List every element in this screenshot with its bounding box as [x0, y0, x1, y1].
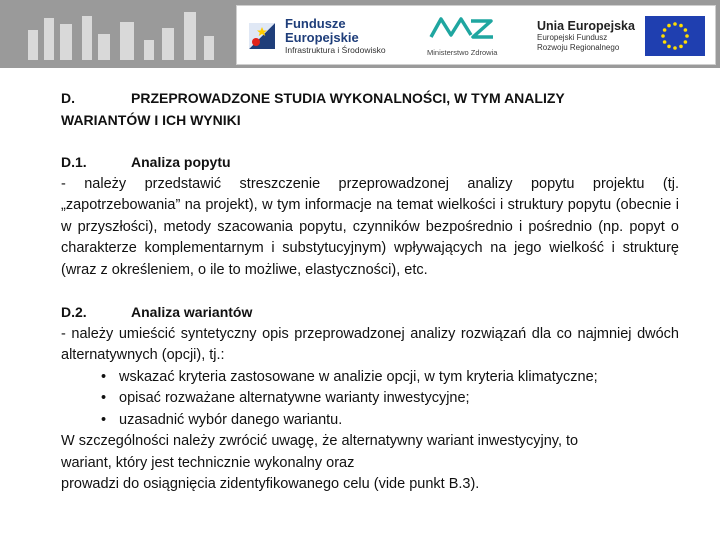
section-d-title-line1: PRZEPROWADZONE STUDIA WYKONALNOŚCI, W TYM ANALIZY [131, 90, 565, 106]
section-d-heading [61, 88, 679, 131]
section-d1-heading [61, 152, 679, 174]
decorative-block [162, 28, 174, 60]
eu-flag-icon [645, 16, 705, 56]
section-d2-bullet-list [61, 367, 679, 432]
list-item [61, 388, 679, 410]
decorative-block [82, 16, 92, 60]
list-item [61, 410, 679, 432]
document-body [61, 88, 679, 496]
section-d2-outro-line3: prowadzi do osiągnięcia zidentyfikowanego celu (vide punkt B.3). [61, 476, 480, 492]
section-d2-outro-line1: W szczególności należy zwrócić uwagę, że alternatywny wariant inwestycyjny, to [61, 433, 579, 449]
section-d1-number: D.1. [61, 154, 87, 170]
bullet-text: uzasadnić wybór danego wariantu. [119, 411, 343, 428]
section-d2-number: D.2. [61, 304, 87, 320]
bullet-icon: • [101, 368, 107, 385]
header-band [0, 0, 720, 68]
list-item [61, 367, 679, 389]
mz-caption: Ministerstwo Zdrowia [427, 48, 498, 57]
logo-strip [236, 5, 716, 65]
section-d1-title: Analiza popytu [131, 154, 231, 170]
decorative-block [144, 40, 154, 60]
decorative-block [44, 18, 54, 60]
section-d1-text: - należy przedstawić streszczenie przeprowadzonej analizy popytu projektu (tj. „zapotrzebowania” na projekt), w tym informacje na temat wielkości i struktury popytu (obecnie i w przyszłości), metody szacowania popytu, czynników bezpośrednio i pośrednio (np. popyt o charakterze komplementarnym i substytucyjnym) wpływających na jego wielkość i strukturę (wraz z określeniem, o ile to możliwe, elastyczności), etc. [61, 175, 679, 278]
decorative-block [60, 24, 72, 60]
ue-logo [537, 14, 705, 58]
bullet-text: wskazać kryteria zastosowane w analizie opcji, w tym kryteria klimatyczne; [119, 368, 598, 385]
section-d2-heading [61, 302, 679, 324]
fe-line1: Fundusze [285, 15, 346, 31]
section-d2-outro-line2: wariant, który jest technicznie wykonalny oraz [61, 454, 355, 471]
decorative-block [28, 30, 38, 60]
fe-logo [245, 14, 386, 58]
bullet-icon: • [101, 411, 107, 428]
decorative-block [204, 36, 214, 60]
decorative-block [184, 12, 196, 60]
section-d2-intro: - należy umieścić syntetyczny opis przeprowadzonej analizy rozwiązań dla co najmniej dwóch alternatywnych (opcji), tj.: [61, 325, 679, 363]
mz-mark-icon [427, 15, 497, 46]
section-d-title-line2: WARIANTÓW I ICH WYNIKI [61, 111, 241, 128]
fe-line3: Infrastruktura i Środowisko [285, 44, 386, 55]
bullet-icon: • [101, 390, 107, 406]
ue-line2: Europejski Fundusz [537, 33, 608, 42]
decorative-block [120, 22, 134, 60]
fe-star-icon [245, 19, 279, 53]
fe-line2: Europejskie [285, 29, 359, 45]
mz-logo [427, 14, 497, 58]
bullet-text: opisać rozważane alternatywne warianty inwestycyjne; [119, 390, 470, 406]
decorative-block [98, 34, 110, 60]
section-d2-title: Analiza wariantów [131, 304, 253, 320]
section-d-number: D. [61, 90, 75, 106]
ue-line3: Rozwoju Regionalnego [537, 43, 620, 52]
ue-line1: Unia Europejska [537, 19, 635, 33]
